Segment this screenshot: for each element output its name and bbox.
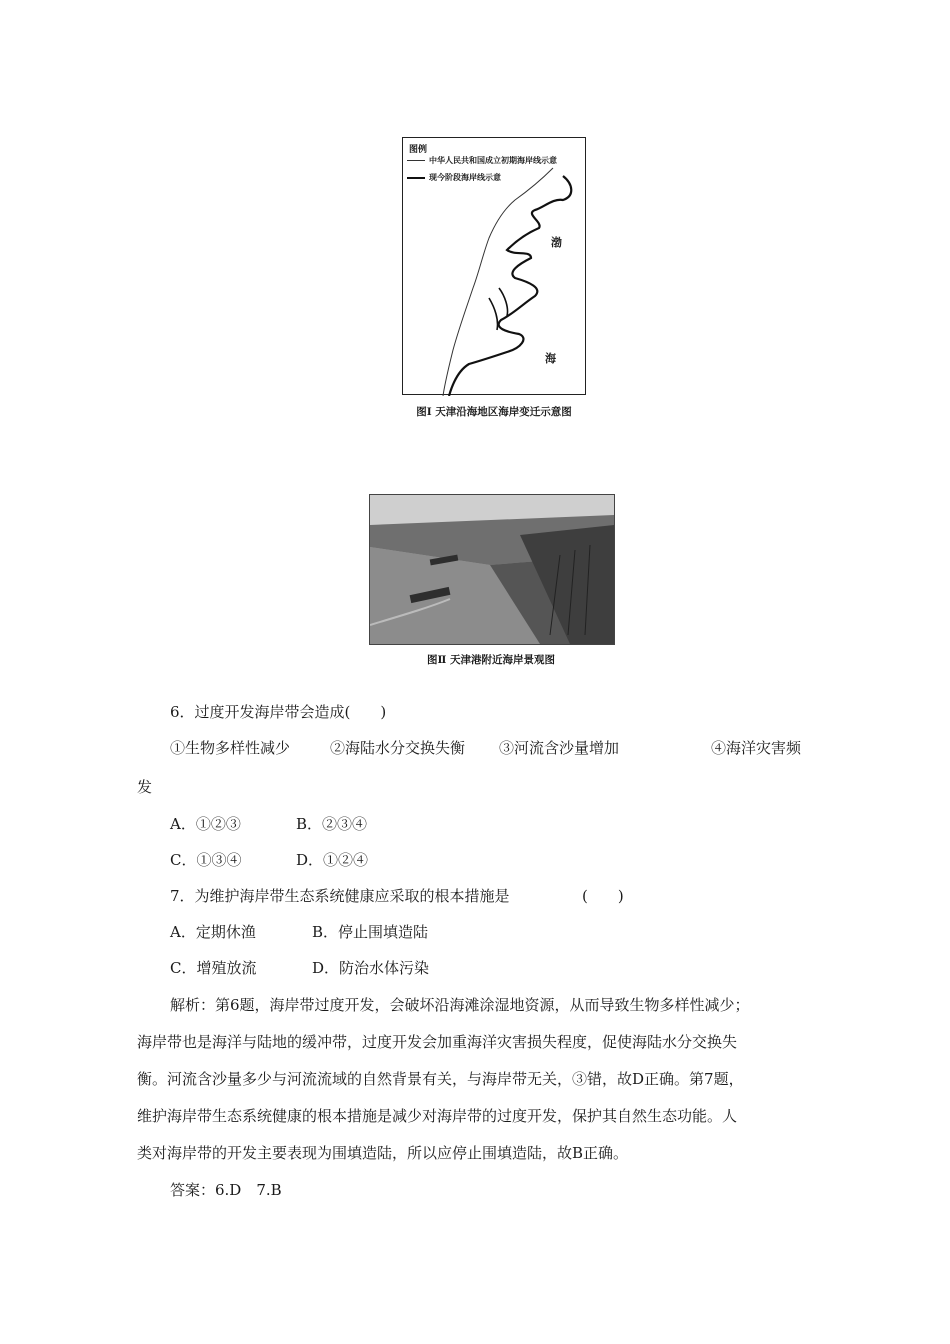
q6-item-4-cont: 发 — [137, 778, 153, 796]
analysis-line-3: 衡。河流含沙量多少与河流流域的自然背景有关，与海岸带无关，③错，故D正确。第7题， — [137, 1070, 744, 1088]
sea-label-hai: 海 — [545, 352, 556, 365]
port-photo — [369, 494, 615, 645]
figure2-caption: 图Ⅱ 天津港附近海岸景观图 — [426, 654, 555, 666]
coastline-map — [402, 137, 586, 395]
analysis-line-1: 解析：第6题，海岸带过度开发，会破坏沿海滩涂湿地资源，从而导致生物多样性减少； — [170, 996, 750, 1014]
analysis-line-4: 维护海岸带生态系统健康的根本措施是减少对海岸带的过度开发，保护其自然生态功能。人 — [137, 1107, 738, 1125]
q7-option-c: C．增殖放流 — [170, 959, 257, 977]
q6-item-1: ①生物多样性减少 — [170, 739, 291, 757]
figure1-caption: 图Ⅰ 天津沿海地区海岸变迁示意图 — [416, 406, 572, 418]
analysis-line-2: 海岸带也是海洋与陆地的缓冲带，过度开发会加重海洋灾害损失程度，促使海陆水分交换失 — [137, 1033, 738, 1051]
q6-item-4: ④海洋灾害频 — [711, 739, 802, 757]
q6-item-3: ③河流含沙量增加 — [499, 739, 620, 757]
q7-stem: 7．为维护海岸带生态系统健康应采取的根本措施是 — [170, 887, 510, 905]
sea-label-bo: 渤 — [551, 236, 562, 249]
legend-item-present: 现今阶段海岸线示意 — [407, 172, 501, 183]
legend-title: 图例 — [409, 145, 428, 155]
port-photo-illustration — [370, 495, 614, 644]
q7-option-b: B．停止围填造陆 — [312, 923, 429, 941]
early-coastline — [443, 168, 553, 396]
q6-stem: 6．过度开发海岸带会造成( ) — [170, 703, 387, 721]
answer-line: 答案：6.D 7.B — [170, 1181, 282, 1199]
q6-option-a: A．①②③ — [170, 815, 241, 833]
q6-item-2: ②海陆水分交换失衡 — [330, 739, 466, 757]
q7-option-d: D．防治水体污染 — [312, 959, 430, 977]
q7-option-a: A．定期休渔 — [170, 923, 256, 941]
analysis-line-5: 类对海岸带的开发主要表现为围填造陆，所以应停止围填造陆，故B正确。 — [137, 1144, 629, 1162]
q7-answer-paren: ( ) — [582, 887, 624, 905]
q6-option-d: D．①②④ — [296, 851, 369, 869]
q6-option-b: B．②③④ — [296, 815, 368, 833]
legend-item-early: 中华人民共和国成立初期海岸线示意 — [407, 155, 557, 166]
q6-option-c: C．①③④ — [170, 851, 242, 869]
harbor-channel — [489, 288, 508, 330]
